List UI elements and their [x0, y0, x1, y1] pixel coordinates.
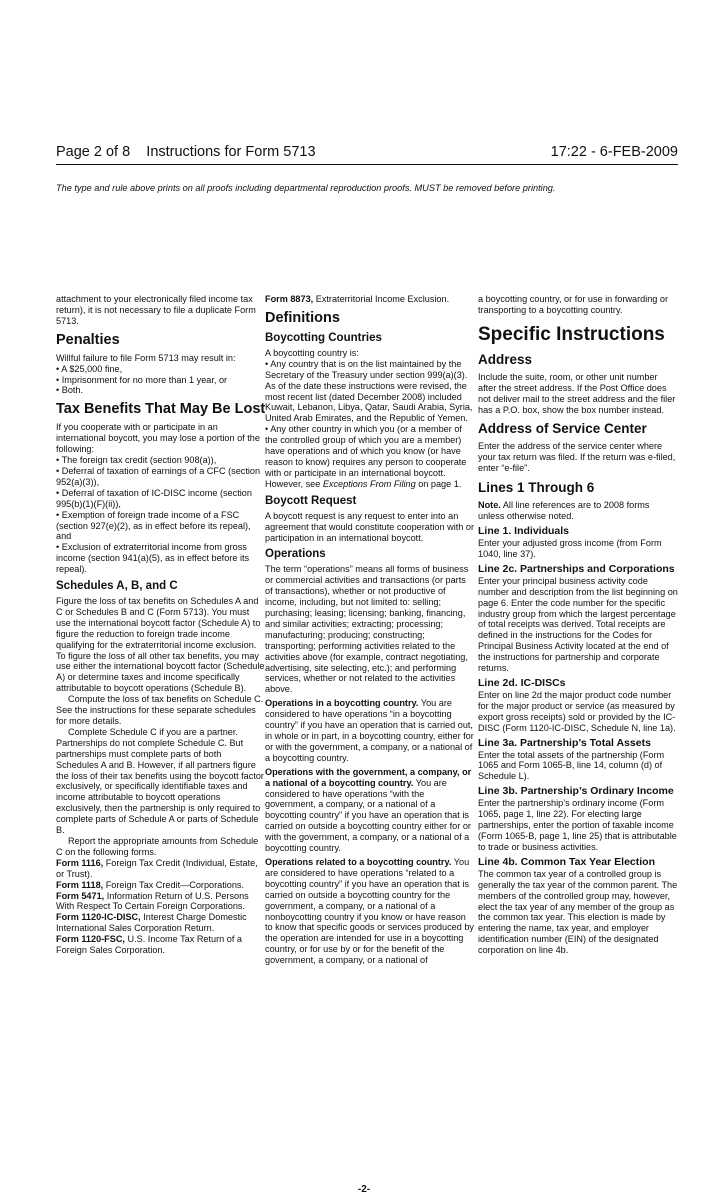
- form-8873-item: Form 8873, Extraterritorial Income Exclusion.: [265, 294, 450, 304]
- service-center-text: Enter the address of the service center where your tax return was filed. If the return was e-filed, enter “e-file”.: [478, 441, 676, 474]
- header-left: Page 2 of 8 Instructions for Form 5713: [56, 144, 316, 160]
- tax-bullet: • The foreign tax credit (section 908(a)),: [56, 455, 217, 466]
- line-2d-text: Enter on line 2d the major product code number for the major product or service (as measured by export gross receipts) sold or provided by the IC-DISC (Form 1120-IC-DISC, Schedule N, line 1a).: [478, 689, 676, 733]
- penalties-bullet: • Imprisonment for no more than 1 year, or: [56, 374, 228, 385]
- operations-heading: Operations: [265, 548, 326, 561]
- line-2c-heading: Line 2c. Partnerships and Corporations: [478, 562, 675, 575]
- tax-bullet: • Deferral of taxation of earnings of a CFC (section 952(a)(3)),: [56, 465, 261, 487]
- schedules-paragraph: Figure the loss of tax benefits on Schedules A and C or Schedules B and C (Form 5713). You must use the international boycott factor (Schedule A) to figure the reduction to foreign trade income qualifying for the extraterritorial income exclusion. To figure the loss of all other tax benefits, you may use either the international boycott factor (Schedule A) or determine taxes and income specifically attributable to boycott operations (Schedule B).: [56, 596, 265, 694]
- proof-note: The type and rule above prints on all proofs including departmental reproduction proofs. MUST be removed before printing.: [56, 183, 556, 193]
- line-4b-heading: Line 4b. Common Tax Year Election: [478, 855, 655, 868]
- boycott-request-heading: Boycott Request: [265, 494, 357, 507]
- form-1118-item: Form 1118, Foreign Tax Credit—Corporations.: [56, 879, 245, 890]
- line-3a-text: Enter the total assets of the partnership (Form 1065 and Form 1065-B, line 14, column (d) of Schedule L).: [478, 749, 665, 782]
- boycotting-bullet: • Any country that is on the list maintained by the Secretary of the Treasury under section 999(a)(3). As of the date these instructions were revised, the most recent list (dated December 2008) included Kuwait, Lebanon, Libya, Qatar, Saudi Arabia, Syria, United Arab Emirates, and the Republic of Yemen.: [265, 358, 473, 424]
- header-rule: [56, 164, 678, 165]
- form-1120-fsc-item: Form 1120-FSC, U.S. Income Tax Return of a Foreign Sales Corporation.: [56, 934, 242, 956]
- line-2d-heading: Line 2d. IC-DISCs: [478, 676, 566, 689]
- page-number: -2-: [357, 1184, 371, 1195]
- address-text: Include the suite, room, or other unit number after the street address. If the Post Office does not deliver mail to the street address and the filer has a P.O. box, show the box number instead.: [478, 371, 676, 415]
- line-1-text: Enter your adjusted gross income (from Form 1040, line 37).: [478, 537, 662, 559]
- form-5471-item: Form 5471, Information Return of U.S. Persons With Respect To Certain Foreign Corporations.: [56, 890, 249, 912]
- col1-intro: attachment to your electronically filed income tax return), it is not necessary to file a duplicate Form 5713.: [56, 294, 256, 326]
- tax-bullet: • Deferral of taxation of IC-DISC income (section 995(b)(1)(F)(ii)),: [56, 487, 252, 509]
- schedules-paragraph: Complete Schedule C if you are a partner. Partnerships do not complete Schedule C. But partnerships must complete parts of both Schedules A and B. However, if all partners figure the loss of their tax benefits using the boycott factor exclusively, or specifically identifiable taxes and income attributable to boycott operations exclusively, then the partnership is only required to complete parts of Schedule A or parts of Schedule B.: [56, 726, 264, 836]
- column-2: [265, 294, 475, 966]
- specific-instructions-heading: Specific Instructions: [478, 323, 665, 345]
- boycott-request-text: A boycott request is any request to enter into an agreement that would constitute cooperation with or participation in an international boycott.: [265, 510, 474, 543]
- line-1-heading: Line 1. Individuals: [478, 524, 570, 537]
- penalties-text: Willful failure to file Form 5713 may result in:: [56, 352, 236, 363]
- schedules-paragraph: Compute the loss of tax benefits on Schedule C. See the instructions for these separate schedules for more details.: [56, 694, 264, 726]
- boycotting-countries-text: A boycotting country is:: [265, 347, 359, 358]
- note-item: Note. All line references are to 2008 forms unless otherwise noted.: [478, 500, 650, 522]
- tax-bullet: • Exemption of foreign trade income of a FSC (section 927(e)(2), as in effect before its repeal), and: [56, 509, 251, 542]
- service-center-heading: Address of Service Center: [478, 421, 647, 437]
- line-3a-heading: Line 3a. Partnership’s Total Assets: [478, 736, 651, 749]
- schedules-heading: Schedules A, B, and C: [56, 580, 178, 593]
- penalties-bullet: • A $25,000 fine,: [56, 363, 123, 374]
- operations-text: The term “operations” means all forms of business or commercial activities and transactions (or parts of transactions), whether or not productive of income, including, but not limited to: selling; purchasing; leasing; licensing; banking, financing, and similar activities; extracting; processing; manufacturing; producing; constructing; transporting; performing activities related to the activities above (for example, contract negotiating, advertising, site selecting, etc.); and performing services, whether or not related to the activities above.: [265, 564, 469, 695]
- line-3b-heading: Line 3b. Partnership’s Ordinary Income: [478, 785, 674, 798]
- operations-related-to-boycotting-country: Operations related to a boycotting country. You are considered to have operations “related to a boycotting country” if you have an operation that is carried on outside a boycotting country for the government, a company, or a national of a nonboycotting country if you know or have reason to know that specific goods or services produced by the operation are intended for use in a boycotting country, or for use by or for the benefit of the government, a company, or a national of: [265, 856, 474, 966]
- form-1116-item: Form 1116, Foreign Tax Credit (Individual, Estate, or Trust).: [56, 857, 258, 879]
- operations-in-boycotting-country: Operations in a boycotting country. You are considered to have operations “in a boycotting country” if you have an operation that is carried out, in whole or in part, in a boycotting country, either for or with the government, a company, or a national of a boycotting country.: [265, 698, 474, 763]
- boycotting-countries-heading: Boycotting Countries: [265, 331, 382, 344]
- column-1: [56, 294, 266, 956]
- lines-1-6-heading: Lines 1 Through 6: [478, 480, 595, 496]
- tax-benefits-heading: Tax Benefits That May Be Lost: [56, 401, 266, 418]
- operations-with-government: Operations with the government, a company, or a national of a boycotting country. You are considered to have operations “with the government, a company, or a national of a boycotting country” if you have an operation that is carried on outside a boycotting country either for or with the government, a company, or a national of a boycotting country.: [265, 766, 472, 854]
- page-header: [56, 144, 678, 160]
- line-2c-text: Enter your principal business activity code number and description from the list beginning on page 6. Enter the code number for the specific industry group from which the largest percentage of total receipts was derived. Total receipts are defined in the instructions for the Codes for Principal Business Activity located at the end of the instructions for partnership and corporate returns.: [478, 575, 678, 674]
- form-1120-ic-disc-item: Form 1120-IC-DISC, Interest Charge Domestic International Sales Corporation Return.: [56, 912, 247, 934]
- col3-intro: a boycotting country, or for use in forwarding or transporting to a boycotting country.: [478, 294, 669, 315]
- boycotting-bullet: • Any other country in which you (or a member of the controlled group of which you are a member) have operations and of which you know (or have reason to know) requires any person to cooperate with or participate in an international boycott. However, see Exceptions From Filing on page 1.: [265, 424, 467, 489]
- header-timestamp: 17:22 - 6-FEB-2009: [550, 144, 678, 160]
- tax-benefits-text: If you cooperate with or participate in an international boycott, you may lose a portion of the following:: [56, 422, 260, 455]
- tax-bullet: • Exclusion of extraterritorial income from gross income (section 941(a)(5), as in effect before its repeal).: [56, 542, 250, 575]
- line-4b-text: The common tax year of a controlled group is generally the tax year of the common parent. The members of the controlled group may, however, elect the tax year of any member of the group as the common tax year. This election is made by entering the name, tax year, and employer identification number (EIN) of the designated corporation on line 4b.: [478, 868, 678, 956]
- penalties-heading: Penalties: [56, 331, 120, 348]
- line-3b-text: Enter the partnership’s ordinary income (Form 1065, page 1, line 22). For electing large partnerships, enter the portion of taxable income (Form 1065-B, page 1, line 25) that is attributable to trade or business activities.: [478, 798, 677, 852]
- schedules-paragraph: Report the appropriate amounts from Schedule C on the following forms.: [56, 835, 259, 857]
- definitions-heading: Definitions: [265, 309, 340, 326]
- column-3: [478, 294, 678, 956]
- address-heading: Address: [478, 351, 533, 367]
- penalties-bullet: • Both.: [56, 385, 84, 396]
